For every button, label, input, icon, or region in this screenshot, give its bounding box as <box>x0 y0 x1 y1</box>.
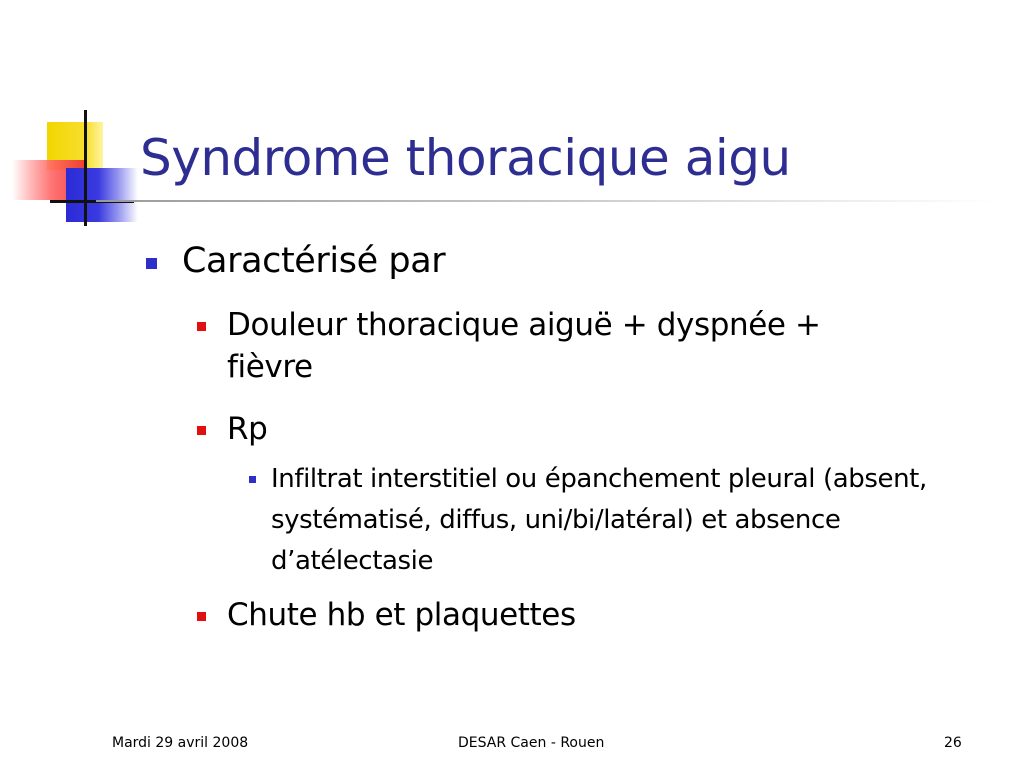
bullet-marker <box>249 476 256 483</box>
footer-page-number: 26 <box>944 735 962 751</box>
footer-date: Mardi 29 avril 2008 <box>112 735 249 751</box>
bullet-text: Chute hb et plaquettes <box>227 597 576 633</box>
bullet-marker <box>197 612 206 621</box>
bullet-text: Infiltrat interstitiel ou épanchement pleural (absent, systématisé, diffus, uni/bi/latéral) et absence d’atélectasie <box>271 464 927 576</box>
footer-center: DESAR Caen - Rouen <box>458 735 605 751</box>
bullet-marker <box>146 258 157 269</box>
bullet-item-level2 <box>197 594 907 636</box>
bullet-item-level1 <box>146 240 986 282</box>
title-underline <box>96 200 996 202</box>
bullet-text: Caractérisé par <box>182 241 446 281</box>
slide-title: Syndrome thoracique aigu <box>140 129 791 187</box>
logo-blue-square <box>66 168 138 222</box>
bullet-marker <box>197 322 206 331</box>
bullet-marker <box>197 426 206 435</box>
bullet-item-level2 <box>197 304 907 388</box>
bullet-text: Douleur thoracique aiguë + dyspnée + fièvre <box>227 307 821 385</box>
logo-vertical-line <box>84 110 87 226</box>
bullet-item-level3 <box>249 459 969 582</box>
bullet-text: Rp <box>227 411 268 447</box>
bullet-item-level2 <box>197 408 907 450</box>
corner-logo-decoration <box>0 0 140 240</box>
